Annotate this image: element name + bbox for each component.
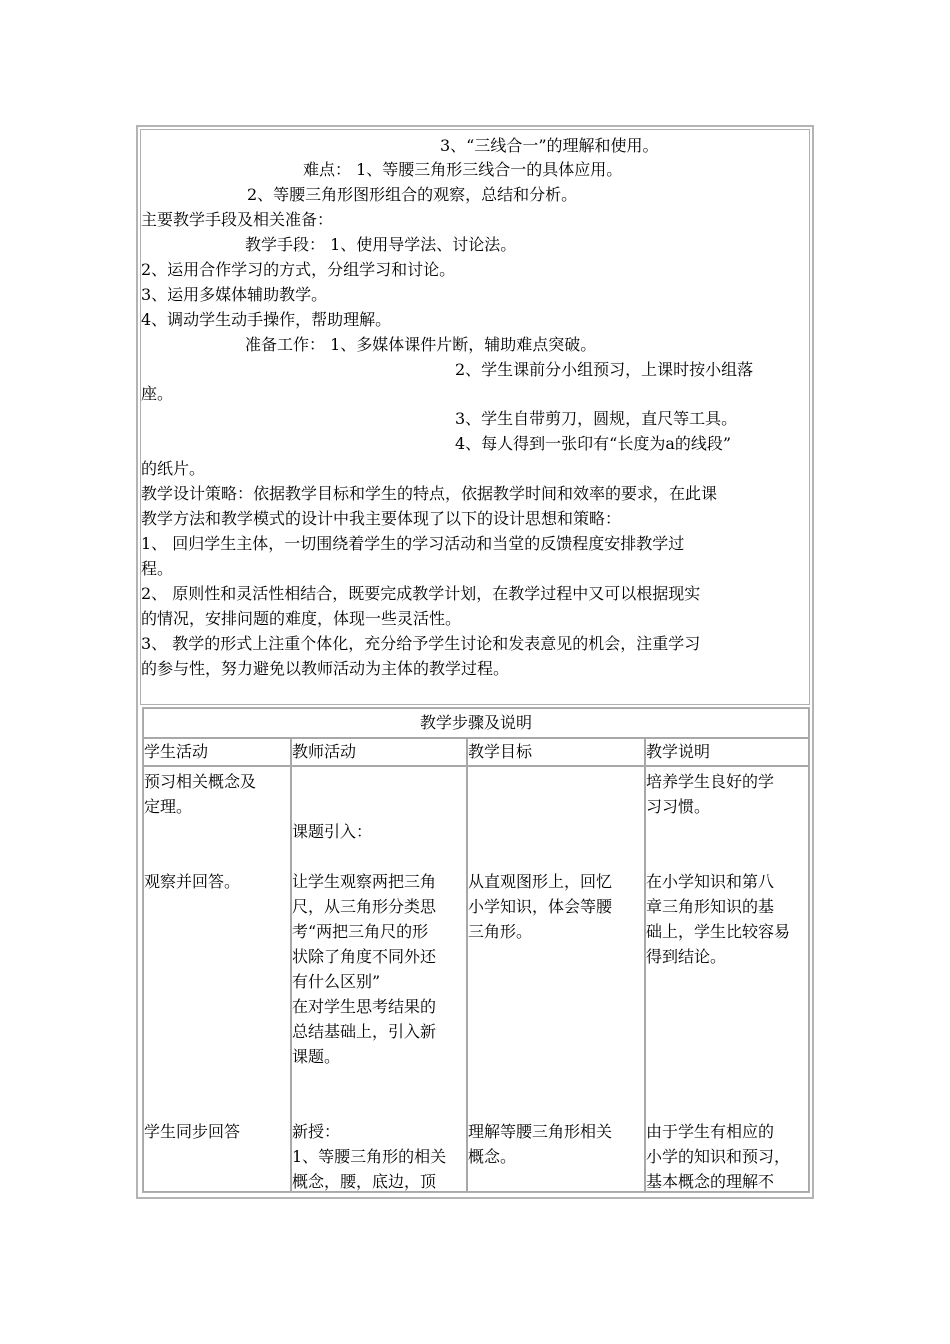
cell-line	[292, 1094, 466, 1119]
cell-line	[144, 969, 290, 994]
header-cell	[143, 738, 291, 766]
cell-line: 概念，腰，底边，顶	[292, 1172, 437, 1191]
text-line: 教学手段： 1、使用导学法、讨论法。	[245, 235, 517, 254]
text-line: 3、“三线合一”的理解和使用。	[440, 136, 659, 155]
cell-line: 小学知识，体会等腰	[468, 897, 613, 916]
column-content	[292, 769, 466, 1192]
cell-line: 得到结论。	[646, 947, 727, 966]
cell-line	[646, 1094, 808, 1119]
text-line: 教学设计策略：依据教学目标和学生的特点，依据教学时间和效率的要求，在此课	[141, 484, 718, 503]
header-student-activity: 学生活动	[144, 742, 209, 761]
cell-line: 由于学生有相应的	[646, 1122, 775, 1141]
cell-line	[468, 819, 644, 844]
cell-line: 考“两把三角尺的形	[292, 922, 429, 941]
cell-line	[646, 1044, 808, 1069]
text-line: 2、运用合作学习的方式，分组学习和讨论。	[141, 260, 456, 279]
column-teacher-activity	[291, 766, 467, 1192]
cell-line: 培养学生良好的学	[646, 772, 775, 791]
cell-line	[144, 819, 290, 844]
cell-line	[646, 819, 808, 844]
header-cell	[291, 738, 467, 766]
text-line: 主要教学手段及相关准备：	[141, 210, 334, 229]
cell-line: 观察并回答。	[144, 872, 241, 891]
cell-line	[646, 1069, 808, 1094]
text-line: 2、学生课前分小组预习，上课时按小组落	[455, 360, 754, 379]
cell-line	[144, 894, 290, 919]
cell-line	[144, 994, 290, 1019]
column-teaching-goal	[467, 766, 645, 1192]
text-line: 难点： 1、等腰三角形三线合一的具体应用。	[303, 160, 623, 179]
cell-line: 预习相关概念及	[144, 772, 257, 791]
text-line: 3、 教学的形式上注重个体化，充分给予学生讨论和发表意见的机会，注重学习	[141, 634, 701, 653]
cell-line	[468, 769, 644, 794]
cell-line: 课题。	[292, 1047, 341, 1066]
column-content	[468, 769, 644, 1169]
cell-line	[468, 1019, 644, 1044]
cell-line	[468, 944, 644, 969]
cell-line	[468, 969, 644, 994]
cell-line	[646, 994, 808, 1019]
cell-line	[144, 1019, 290, 1044]
cell-line: 学生同步回答	[144, 1122, 241, 1141]
cell-line	[292, 794, 466, 819]
text-line: 2、 原则性和灵活性相结合，既要完成教学计划，在教学过程中又可以根据现实	[141, 584, 701, 603]
cell-line: 从直观图形上，回忆	[468, 872, 613, 891]
cell-line: 定理。	[144, 797, 193, 816]
text-line: 4、每人得到一张印有“长度为a的线段”	[455, 434, 732, 453]
cell-line: 三角形。	[468, 922, 533, 941]
text-line: 教学方法和教学模式的设计中我主要体现了以下的设计思想和策略：	[141, 509, 622, 528]
text-line: 1、 回归学生主体，一切围绕着学生的学习活动和当堂的反馈程度安排教学过	[141, 534, 685, 553]
cell-line	[646, 1019, 808, 1044]
cell-line	[468, 1094, 644, 1119]
column-student-activity	[143, 766, 291, 1192]
header-teaching-goal: 教学目标	[468, 742, 533, 761]
table-title-cell	[143, 708, 809, 738]
cell-line: 在小学知识和第八	[646, 872, 775, 891]
text-line: 座。	[141, 384, 174, 403]
text-line: 4、调动学生动手操作，帮助理解。	[141, 310, 392, 329]
cell-line	[144, 1094, 290, 1119]
cell-line	[292, 769, 466, 794]
cell-line	[646, 844, 808, 869]
lesson-info-section	[140, 129, 810, 705]
cell-line: 章三角形知识的基	[646, 897, 775, 916]
cell-line: 课题引入：	[292, 822, 373, 841]
cell-line	[292, 844, 466, 869]
cell-line	[292, 1069, 466, 1094]
column-content	[646, 769, 808, 1192]
header-cell	[645, 738, 809, 766]
cell-line: 让学生观察两把三角	[292, 872, 437, 891]
cell-line: 有什么区别”	[292, 972, 381, 991]
text-line: 2、等腰三角形图形组合的观察，总结和分析。	[247, 185, 578, 204]
text-line: 3、学生自带剪刀，圆规，直尺等工具。	[455, 409, 738, 428]
teaching-steps-table	[142, 707, 810, 1193]
cell-line	[468, 1069, 644, 1094]
cell-line: 尺，从三角形分类思	[292, 897, 437, 916]
header-teaching-note: 教学说明	[646, 742, 711, 761]
text-line: 准备工作： 1、多媒体课件片断，辅助难点突破。	[245, 335, 597, 354]
cell-line: 习习惯。	[646, 797, 711, 816]
text-line: 的纸片。	[141, 459, 206, 478]
cell-line	[144, 919, 290, 944]
column-content	[144, 769, 290, 1144]
cell-line: 状除了角度不同外还	[292, 947, 437, 966]
cell-line	[144, 944, 290, 969]
table-title: 教学步骤及说明	[419, 713, 532, 732]
cell-line: 理解等腰三角形相关	[468, 1122, 613, 1141]
header-cell	[467, 738, 645, 766]
cell-line: 础上，学生比较容易	[646, 922, 791, 941]
cell-line: 基本概念的理解不	[646, 1172, 775, 1191]
header-teacher-activity: 教师活动	[292, 742, 357, 761]
document-frame	[136, 125, 814, 1199]
cell-line	[468, 994, 644, 1019]
cell-line	[144, 1069, 290, 1094]
cell-line	[144, 844, 290, 869]
cell-line: 总结基础上，引入新	[292, 1022, 437, 1041]
cell-line	[468, 794, 644, 819]
cell-line: 新授：	[292, 1122, 341, 1141]
cell-line: 概念。	[468, 1147, 517, 1166]
cell-line	[468, 844, 644, 869]
cell-line: 小学的知识和预习，	[646, 1147, 791, 1166]
cell-line	[144, 1044, 290, 1069]
cell-line: 在对学生思考结果的	[292, 997, 437, 1016]
cell-line	[468, 1044, 644, 1069]
column-teaching-note	[645, 766, 809, 1192]
text-line: 程。	[141, 559, 174, 578]
text-line: 的情况，安排问题的难度，体现一些灵活性。	[141, 609, 462, 628]
text-line: 3、运用多媒体辅助教学。	[141, 285, 328, 304]
cell-line	[646, 969, 808, 994]
cell-line: 1、等腰三角形的相关	[292, 1147, 447, 1166]
text-line: 的参与性，努力避免以教师活动为主体的教学过程。	[141, 659, 510, 678]
